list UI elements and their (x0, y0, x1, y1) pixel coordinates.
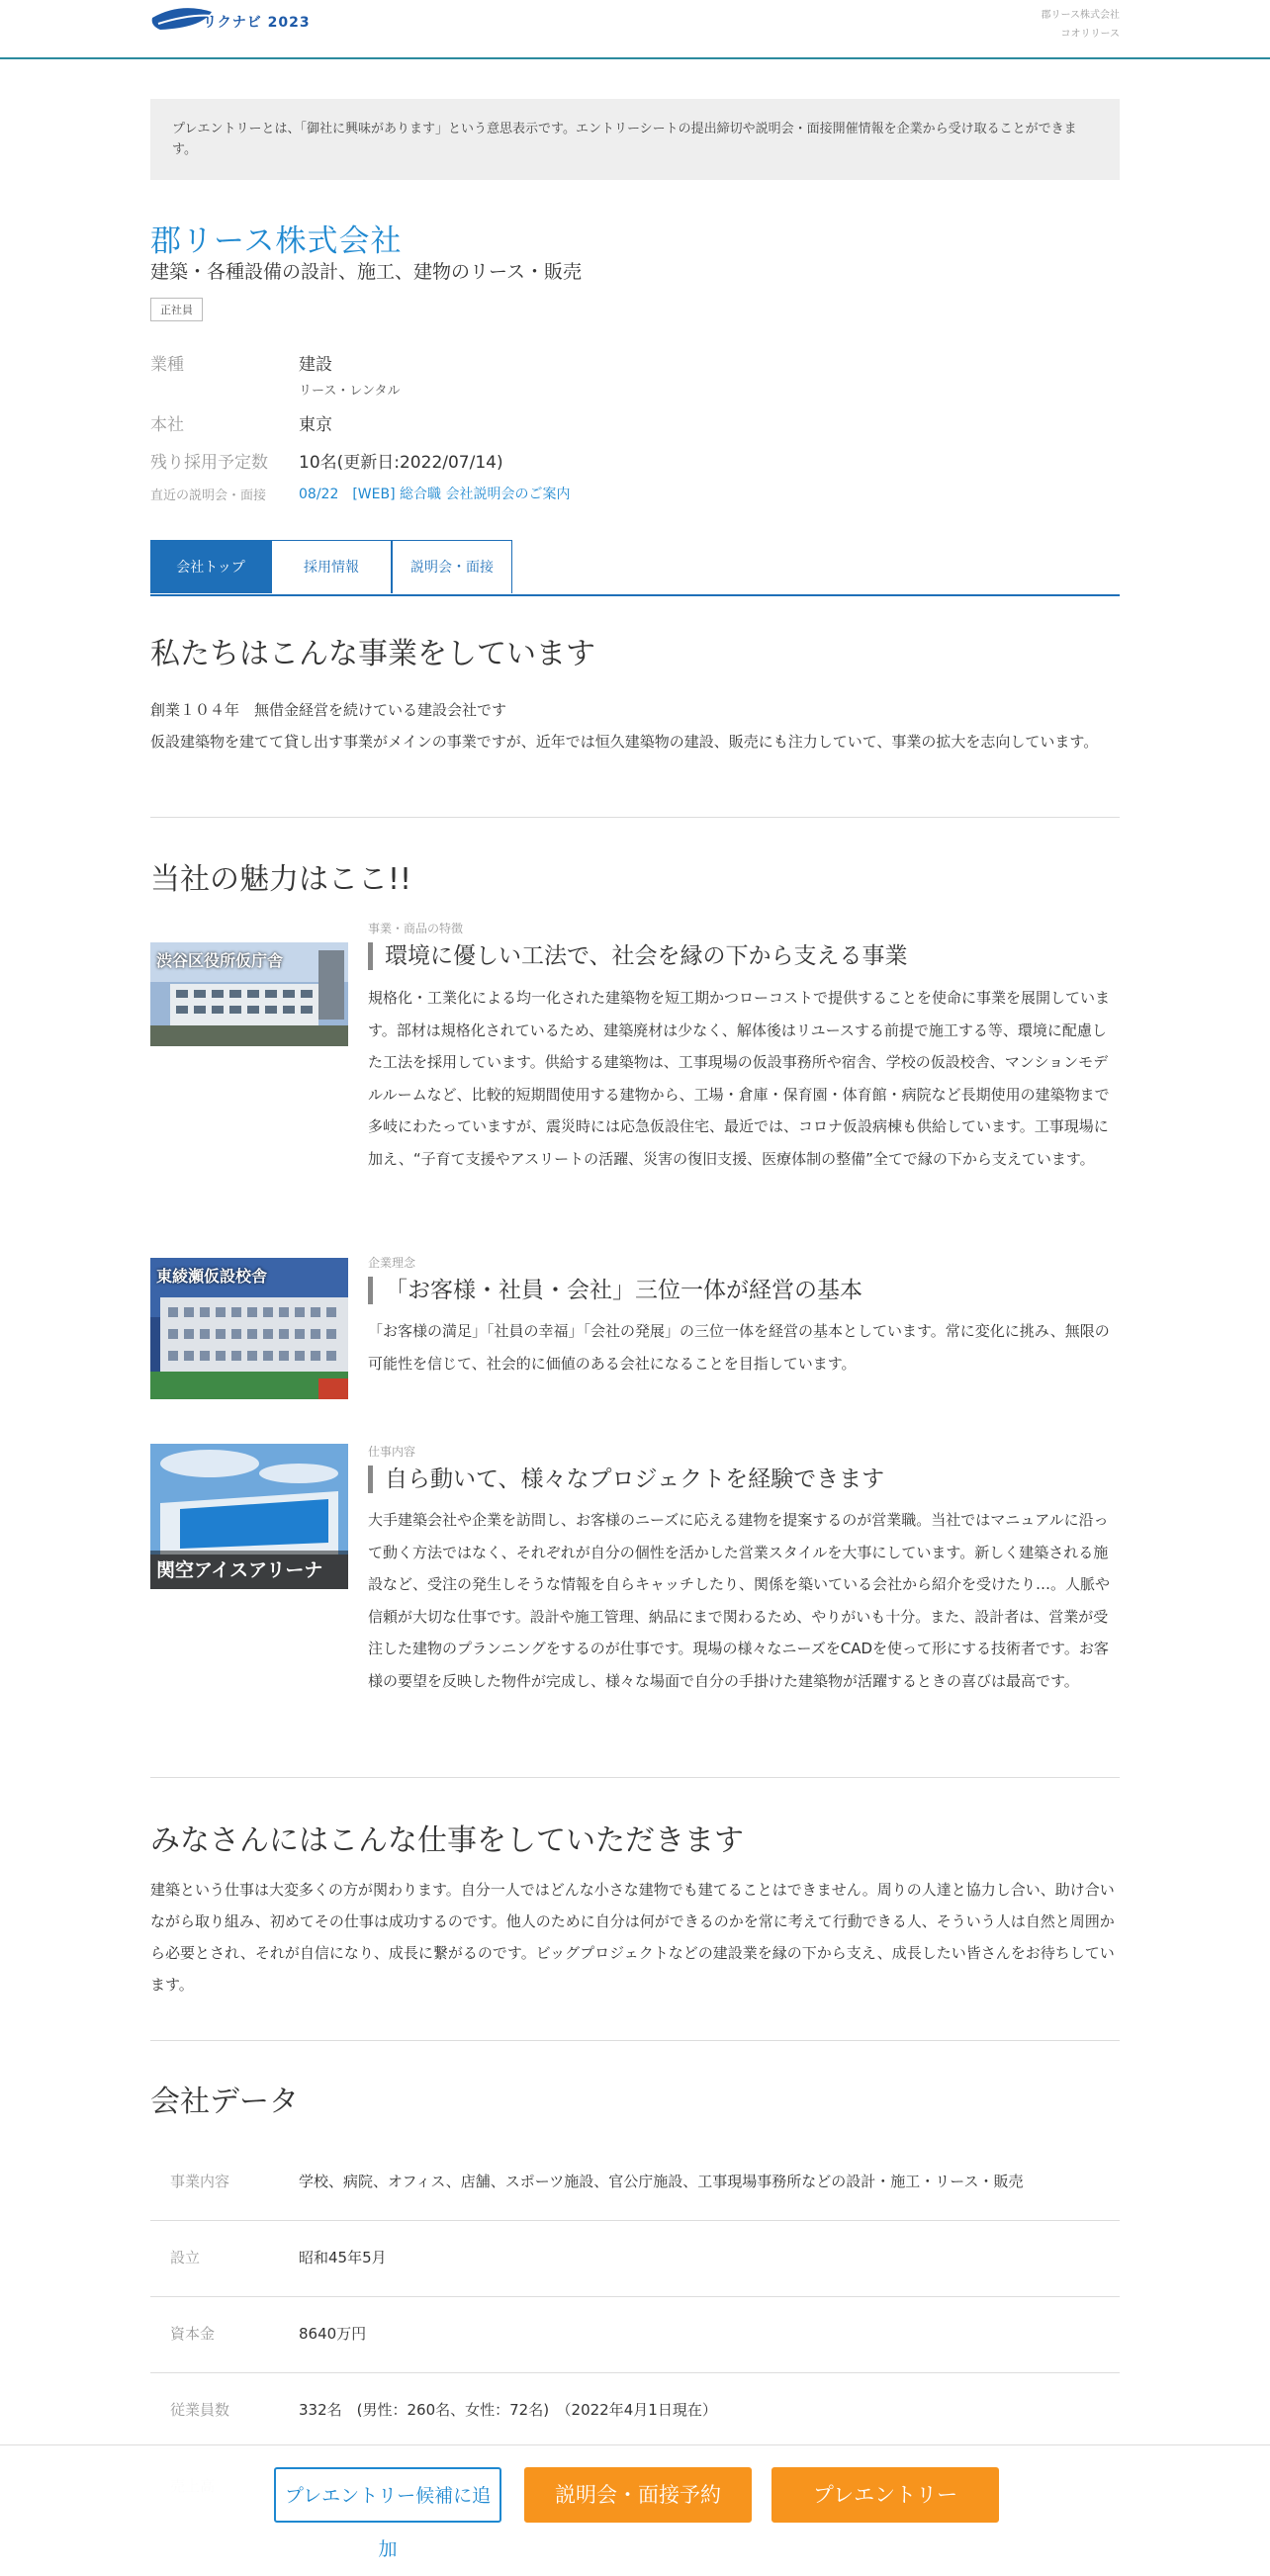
tab-seminar-interview[interactable]: 説明会・面接 (392, 540, 512, 593)
feature-category: 事業・商品の特徴 (368, 922, 464, 935)
remaining-hires-label: 残り採用予定数 (150, 453, 268, 473)
feature-image-caption: 関空アイスアリーナ (156, 1559, 323, 1581)
data-label: 従業員数 (170, 2401, 230, 2419)
data-label: 事業内容 (170, 2173, 230, 2190)
seminar-link[interactable]: 08/22 [WEB] 総合職 会社説明会のご案内 (299, 487, 571, 502)
data-value: 昭和45年5月 (299, 2249, 387, 2266)
feature-image-arena (150, 1444, 348, 1589)
seminar-reservation-button[interactable]: 説明会・面接予約 (524, 2467, 752, 2523)
data-value: 8640万円 (299, 2325, 367, 2343)
company-data-row (150, 2220, 1120, 2297)
sticky-action-bar (0, 2444, 1270, 2560)
section-divider (150, 1777, 1120, 1778)
feature-category: 仕事内容 (368, 1445, 416, 1459)
feature-category: 企業理念 (368, 1256, 416, 1270)
company-data-row (150, 2144, 1120, 2221)
work-text: 建築という仕事は大変多くの方が関わります。自分一人ではどんな小さな建物でも建てることはできません。周りの人達と協力し合い、助け合いながら取り組み、初めてその仕事は成功するのです。他人のために自分は何ができるのかを常に考えて行動できる人、そういう人は自然と周囲から必要とされ、それが自信になり、成長に繋がるのです。ビッグプロジェクトなどの建設業を縁の下から支え、成長したい皆さんをお待ちしています。 (150, 1881, 1115, 1994)
feature-title: 「お客様・社員・会社」三位一体が経営の基本 (368, 1277, 862, 1304)
header-company-info (1042, 6, 1121, 44)
tab-bar (150, 540, 1120, 596)
header-company-name: 郡リース株式会社 (1041, 10, 1120, 21)
hq-label: 本社 (150, 415, 184, 435)
section-divider (150, 817, 1120, 818)
site-header (0, 0, 1270, 59)
industry-value: 建設 (299, 355, 332, 375)
feature-title: 自ら動いて、様々なプロジェクトを経験できます (368, 1466, 884, 1493)
feature-title: 環境に優しい工法で、社会を縁の下から支える事業 (368, 942, 908, 970)
remaining-hires-value: 10名(更新日:2022/07/14) (299, 453, 503, 473)
employment-type-badge: 正社員 (150, 298, 203, 321)
hq-value: 東京 (299, 415, 332, 435)
feature-image-caption: 東綾瀬仮設校舎 (156, 1267, 268, 1286)
data-label: 資本金 (170, 2325, 216, 2343)
appeal-heading: 当社の魅力はここ!! (150, 862, 412, 897)
seminar-label: 直近の説明会・面接 (150, 489, 267, 503)
preentry-notice: プレエントリーとは、「御社に興味があります」という意思表示です。エントリーシートの提出締切や説明会・面接開催情報を企業から受け取ることができます。 (150, 99, 1120, 180)
industry-label: 業種 (150, 355, 184, 375)
logo-text: リクナビ 2023 (203, 15, 311, 31)
feature-image-caption: 渋谷区役所仮庁舎 (156, 951, 284, 970)
header-company-kana: コオリリース (1060, 29, 1120, 40)
feature-text: 大手建築会社や企業を訪問し、お客様のニーズに応える建物を提案するのが営業職。当社ではマニュアルに沿って動く方法ではなく、それぞれが自分の個性を活かした営業スタイルを大事にしています。新しく建築される施設など、受注の発生しそうな情報を自らキャッチしたり、関係を築いている会社から紹介を受けたり…。人脈や信頼が大切な仕事です。設計や施工管理、納品にまで関わるため、やりがいも十分。また、設計者は、営業が受注した建物のプランニングをするのが仕事です。現場の様々なニーズをCADを使って形にする技術者です。お客様の要望を反映した物件が完成し、様々な場面で自分の手掛けた建築物が活躍するときの喜びは最高です。 (368, 1511, 1111, 1690)
feature-text: 「お客様の満足」「社員の幸福」「会社の発展」の三位一体を経営の基本としています。常に変化に挑み、無限の可能性を信じて、社会的に価値のある会社になることを目指しています。 (368, 1322, 1110, 1373)
company-name: 郡リース株式会社 (150, 223, 403, 259)
business-line-2: 仮設建築物を建てて貸し出す事業がメインの事業ですが、近年では恒久建築物の建設、販売にも注力していて、事業の拡大を志向しています。 (150, 733, 1099, 751)
section-divider (150, 2040, 1120, 2041)
preentry-button[interactable]: プレエントリー (771, 2467, 999, 2523)
business-heading: 私たちはこんな事業をしています (150, 637, 595, 671)
company-data-row (150, 2296, 1120, 2373)
data-label: 設立 (170, 2249, 201, 2266)
feature-image-ayase (150, 1258, 348, 1399)
work-heading: みなさんにはこんな仕事をしていただきます (150, 1823, 744, 1858)
tab-recruit-info[interactable]: 採用情報 (271, 540, 392, 593)
business-line-1: 創業１０４年 無借金経営を続けている建設会社です (150, 701, 507, 719)
company-subtitle: 建築・各種設備の設計、施工、建物のリース・販売 (150, 261, 583, 283)
tab-company-top[interactable]: 会社トップ (150, 540, 271, 593)
business-text (150, 694, 1120, 757)
industry-sub-value: リース・レンタル (299, 384, 401, 399)
data-value: 332名 (男性：260名、女性：72名) （2022年4月1日現在） (299, 2401, 717, 2419)
add-preentry-candidate-button[interactable]: プレエントリー候補に追加 (274, 2467, 501, 2523)
company-data-heading: 会社データ (150, 2085, 299, 2119)
company-data-row (150, 2372, 1120, 2449)
feature-text: 規格化・工業化による均一化された建築物を短工期かつローコストで提供することを使命に事業を展開しています。部材は規格化されているため、建築廃材は少なく、解体後はリユースする前提で施工する等、環境に配慮した工法を採用しています。供給する建築物は、工事現場の仮設事務所や宿舎、学校の仮設校舎、マンションモデルルームなど、比較的短期間使用する建物から、工場・倉庫・保育園・体育館・病院など長期使用の建築物まで多岐にわたっていますが、震災時には応急仮設住宅、最近では、コロナ仮設病棟も供給しています。工事現場に加え、“子育て支援やアスリートの活躍、災害の復旧支援、医療体制の整備”全てで縁の下から支えています。 (368, 989, 1111, 1168)
data-value: 学校、病院、オフィス、店舗、スポーツ施設、官公庁施設、工事現場事務所などの設計・施工・リース・販売 (299, 2173, 1024, 2190)
feature-image-shibuya (150, 942, 348, 1046)
